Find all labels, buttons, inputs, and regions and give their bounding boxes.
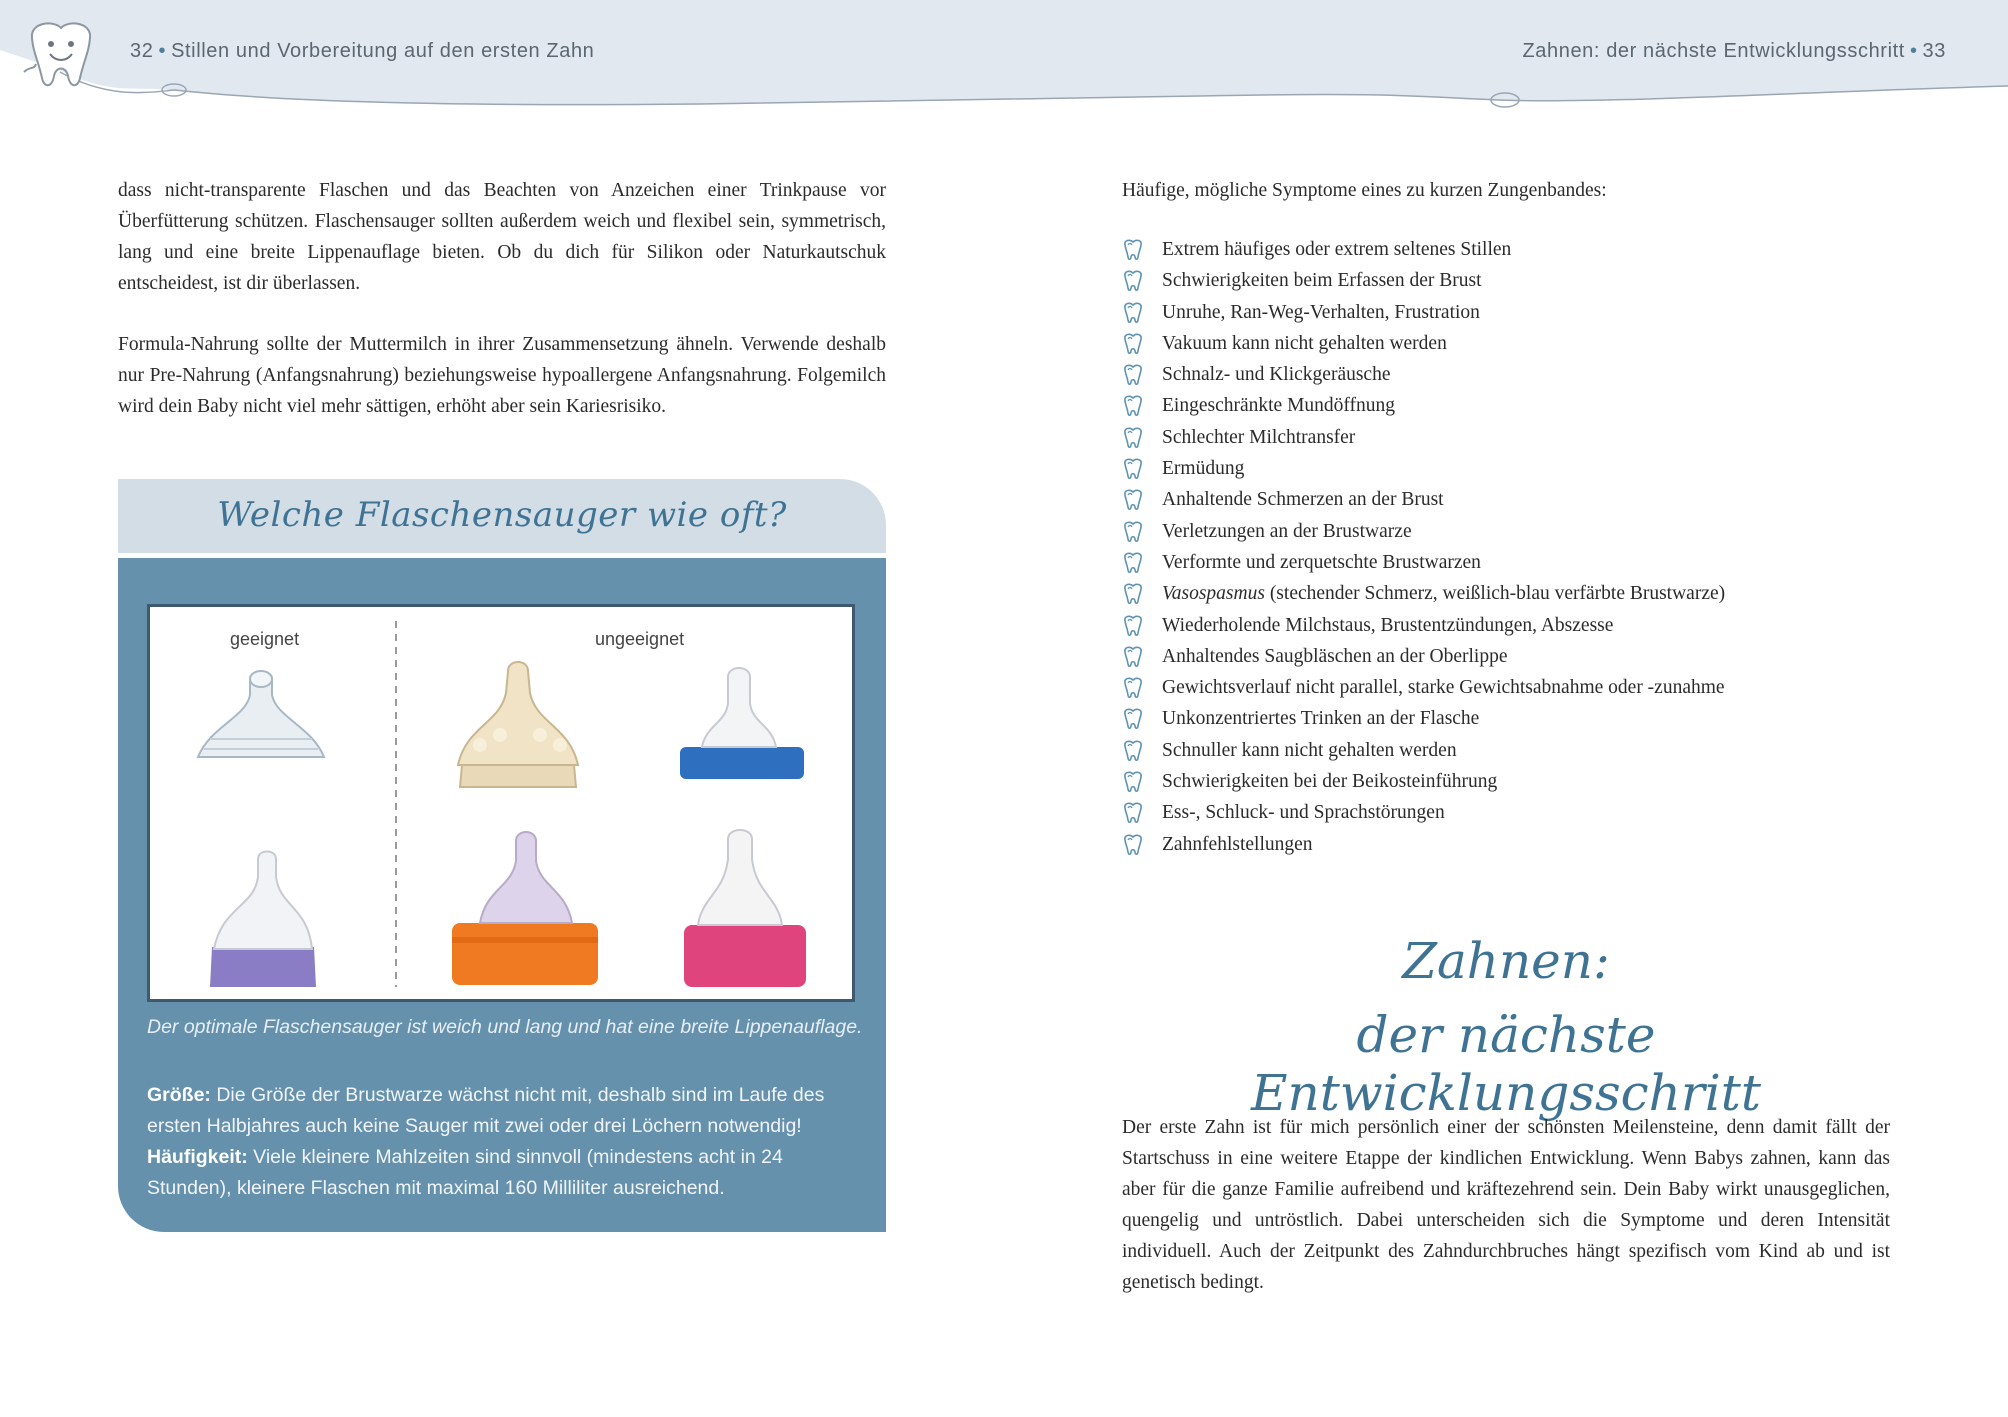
tooth-outline-icon bbox=[1122, 333, 1144, 355]
symptom-text: Anhaltende Schmerzen an der Brust bbox=[1162, 489, 1444, 511]
teat-illustrations bbox=[150, 607, 852, 999]
symptom-item bbox=[1122, 328, 1890, 359]
beige-teat-icon bbox=[458, 662, 578, 787]
tooth-outline-icon bbox=[1122, 740, 1144, 762]
orange-ring-teat-icon bbox=[452, 832, 598, 985]
symptoms-intro: Häufige, mögliche Symptome eines zu kurzen Zungenbandes: bbox=[1122, 180, 1607, 201]
symptom-text: Zahnfehlstellungen bbox=[1162, 833, 1313, 855]
symptom-item bbox=[1122, 766, 1890, 797]
info-box-title: Welche Flaschensauger wie oft? bbox=[217, 495, 787, 535]
right-column-lower bbox=[1122, 1112, 1890, 1328]
tooth-outline-icon bbox=[1122, 395, 1144, 417]
info-box bbox=[118, 558, 886, 1232]
symptom-item bbox=[1122, 641, 1890, 672]
symptom-text: Ess-, Schluck- und Sprachstörungen bbox=[1162, 802, 1445, 824]
page-header bbox=[0, 0, 2008, 120]
tooth-outline-icon bbox=[1122, 583, 1144, 605]
symptom-item bbox=[1122, 422, 1890, 453]
separator-dot: • bbox=[1909, 40, 1918, 62]
symptom-item bbox=[1122, 797, 1890, 828]
symptom-text: Anhaltendes Saugbläschen an der Oberlippe bbox=[1162, 645, 1508, 667]
right-page-number: 33 bbox=[1922, 40, 1946, 62]
frequency-text: Viele kleinere Mahlzeiten sind sinnvoll (mindestens acht in 24 Stunden), kleinere Flaschen mit maximal 160 Milliliter ausreichend. bbox=[147, 1146, 783, 1199]
symptom-item bbox=[1122, 829, 1890, 860]
symptom-text: Wiederholende Milchstaus, Brustentzündungen, Abszesse bbox=[1162, 614, 1614, 636]
symptom-item bbox=[1122, 265, 1890, 296]
tooth-mascot-icon bbox=[20, 18, 102, 94]
left-running-title: Stillen und Vorbereitung auf den ersten Zahn bbox=[171, 40, 595, 62]
tooth-outline-icon bbox=[1122, 270, 1144, 292]
body-paragraph: Der erste Zahn ist für mich persönlich einer der schönsten Meilensteine, denn damit fällt der Startschuss in eine weitere Etappe der kindlichen Entwicklung. Wenn Babys zahnen, kann das aber für die ganze Familie aufreibend und kräftezehrend sein. Dein Baby wirkt unausgeglichen, quengelig und untröstlich. Dabei unterscheiden sich die Symptome und deren Intensität individuell. Auch der Zeitpunkt des Zahndurchbruches hängt spezifisch vom Kind ab und ist genetisch bedingt. bbox=[1122, 1117, 1890, 1293]
symptom-text: Schwierigkeiten bei der Beikosteinführung bbox=[1162, 771, 1498, 793]
body-paragraph: dass nicht-transparente Flaschen und das Beachten von Anzeichen einer Trinkpause vor Überfütterung schützen. Flaschensauger sollten außerdem weich und flexibel sein, symmetrisch, lang und eine breite Lippenauflage bieten. Ob du dich für Silikon oder Naturkautschuk entscheidest, ist dir überlassen. bbox=[118, 180, 886, 294]
symptom-item bbox=[1122, 453, 1890, 484]
blue-ring-teat-icon bbox=[680, 668, 804, 779]
symptom-item bbox=[1122, 547, 1890, 578]
symptom-item bbox=[1122, 578, 1890, 609]
tooth-outline-icon bbox=[1122, 615, 1144, 637]
left-page-number: 32 bbox=[130, 40, 154, 62]
tooth-outline-icon bbox=[1122, 552, 1144, 574]
symptom-text: Vakuum kann nicht gehalten werden bbox=[1162, 332, 1447, 354]
tooth-outline-icon bbox=[1122, 708, 1144, 730]
symptom-item bbox=[1122, 610, 1890, 641]
symptom-text: Unruhe, Ran-Weg-Verhalten, Frustration bbox=[1162, 301, 1480, 323]
symptom-text: Extrem häufiges oder extrem seltenes Stillen bbox=[1162, 239, 1512, 260]
tooth-outline-icon bbox=[1122, 771, 1144, 793]
symptom-item bbox=[1122, 516, 1890, 547]
tooth-outline-icon bbox=[1122, 834, 1144, 856]
header-left bbox=[130, 40, 594, 63]
tooth-outline-icon bbox=[1122, 427, 1144, 449]
symptom-text: Schwierigkeiten beim Erfassen der Brust bbox=[1162, 270, 1482, 292]
purple-bottle-teat-icon bbox=[210, 852, 316, 988]
teat-comparison-photo bbox=[147, 604, 855, 1002]
symptom-item bbox=[1122, 234, 1890, 265]
wide-clear-teat-icon bbox=[198, 671, 324, 757]
left-column bbox=[118, 175, 886, 452]
tooth-outline-icon bbox=[1122, 489, 1144, 511]
size-text: Die Größe der Brustwarze wächst nicht mit, deshalb sind im Laufe des ersten Halbjahres auch keine Sauger mit zwei oder drei Löchern notwendig! bbox=[147, 1084, 825, 1137]
symptom-item bbox=[1122, 297, 1890, 328]
symptom-text: Schnalz- und Klickgeräusche bbox=[1162, 364, 1391, 386]
symptom-item bbox=[1122, 484, 1890, 515]
header-right bbox=[1522, 40, 1946, 63]
symptom-text: Verletzungen an der Brustwarze bbox=[1162, 520, 1412, 542]
symptom-item bbox=[1122, 672, 1890, 703]
size-label: Größe: bbox=[147, 1084, 211, 1106]
symptom-text: Eingeschränkte Mundöffnung bbox=[1162, 395, 1396, 417]
tooth-outline-icon bbox=[1122, 302, 1144, 324]
symptom-explanation: (stechender Schmerz, weißlich-blau verfärbte Brustwarze) bbox=[1264, 583, 1726, 605]
label-unsuitable: ungeeignet bbox=[595, 629, 685, 649]
separator-dot: • bbox=[158, 40, 167, 62]
symptom-text: Vasospasmus bbox=[1162, 583, 1265, 605]
symptom-text: Schnuller kann nicht gehalten werden bbox=[1162, 739, 1457, 761]
info-box-header bbox=[118, 479, 886, 553]
tooth-outline-icon bbox=[1122, 646, 1144, 668]
symptom-item bbox=[1122, 735, 1890, 766]
symptom-item bbox=[1122, 359, 1890, 390]
tooth-outline-icon bbox=[1122, 239, 1144, 261]
body-paragraph: Formula-Nahrung sollte der Muttermilch in ihrer Zusammensetzung ähneln. Verwende deshalb nur Pre-Nahrung (Anfangsnahrung) beziehungsweise hypoallergene Anfangsnahrung. Folgemilch wird dein Baby nicht viel mehr sättigen, erhöht aber sein Kariesrisiko. bbox=[118, 334, 886, 417]
symptom-text: Ermüdung bbox=[1162, 458, 1245, 480]
info-box-text bbox=[147, 1080, 859, 1204]
tooth-outline-icon bbox=[1122, 677, 1144, 699]
section-heading-line1: Zahnen: bbox=[1402, 932, 1610, 990]
tooth-outline-icon bbox=[1122, 802, 1144, 824]
tooth-outline-icon bbox=[1122, 521, 1144, 543]
symptom-text: Schlechter Milchtransfer bbox=[1162, 426, 1356, 448]
section-heading-line2: der nächste Entwicklungsschritt bbox=[1251, 1006, 1761, 1122]
photo-caption: Der optimale Flaschensauger ist weich und lang und hat eine breite Lippenauflage. bbox=[147, 1016, 863, 1038]
frequency-label: Häufigkeit: bbox=[147, 1146, 248, 1168]
symptom-item bbox=[1122, 703, 1890, 734]
symptom-text: Gewichtsverlauf nicht parallel, starke Gewichtsabnahme oder -zunahme bbox=[1162, 677, 1725, 699]
symptom-list bbox=[1122, 234, 1890, 860]
symptom-text: Unkonzentriertes Trinken an der Flasche bbox=[1162, 708, 1480, 730]
right-column bbox=[1122, 175, 1890, 860]
right-running-title: Zahnen: der nächste Entwicklungsschritt bbox=[1522, 40, 1905, 62]
tooth-outline-icon bbox=[1122, 458, 1144, 480]
symptom-item bbox=[1122, 390, 1890, 421]
symptom-text: Verformte und zerquetschte Brustwarzen bbox=[1162, 551, 1481, 573]
tooth-outline-icon bbox=[1122, 364, 1144, 386]
pink-ring-teat-icon bbox=[684, 830, 806, 987]
label-suitable: geeignet bbox=[230, 629, 300, 649]
